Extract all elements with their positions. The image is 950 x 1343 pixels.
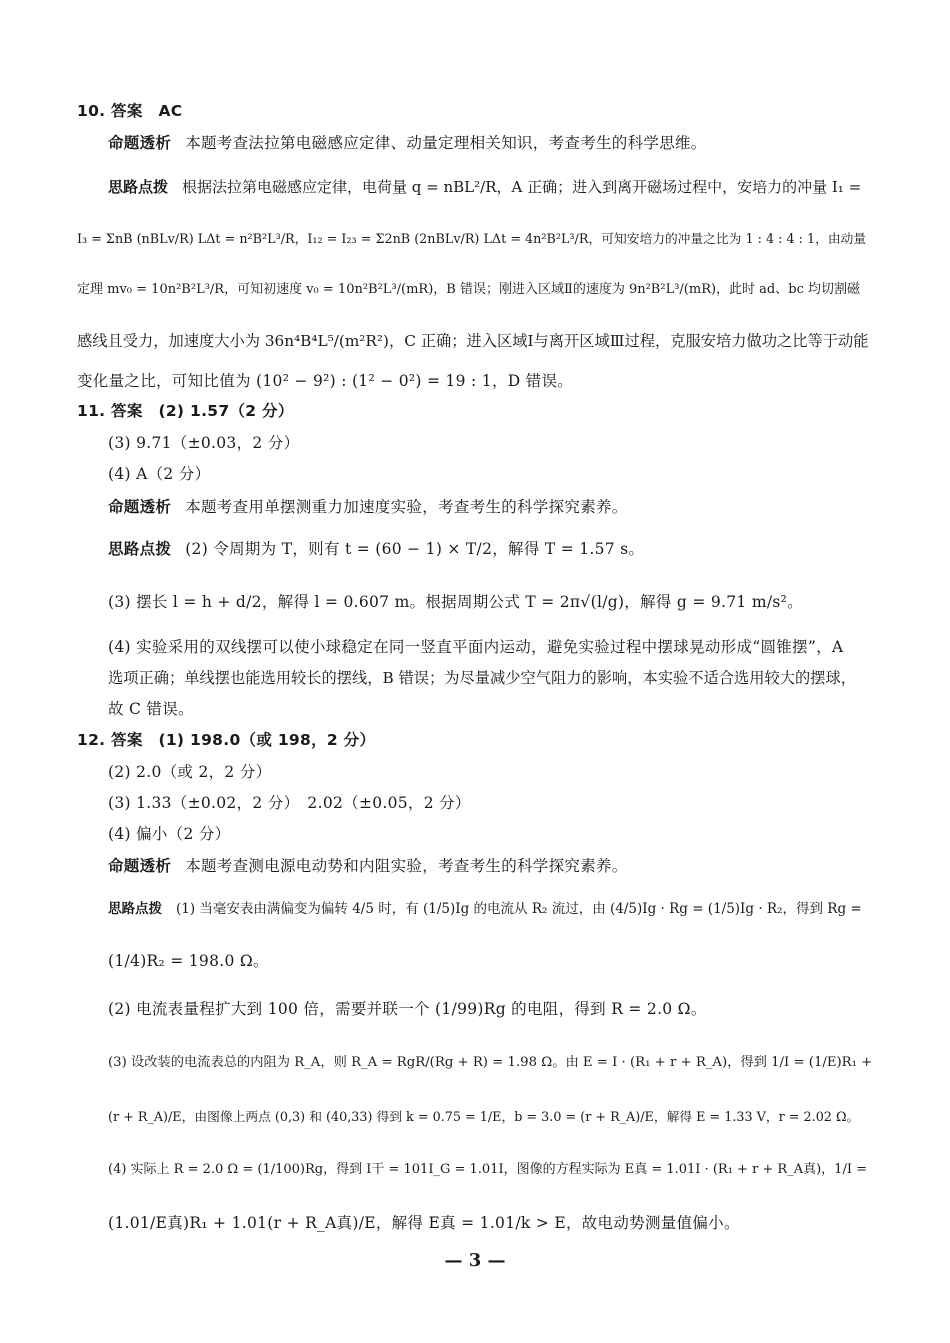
q12-line-4: (3) 设改装的电流表总的内阻为 R_A，则 R_A = RgR/(Rg + R) = 1.98 Ω。由 E = I · (R₁ + r + R_A)，得到 1/I = (1/E)R₁ + [108,1055,873,1070]
q11-mingti [108,496,628,518]
q12-line-2: (1/4)R₂ = 198.0 Ω。 [108,952,269,970]
q10-mingti-label: 命题透析 [108,134,172,152]
q10-mingti [108,132,707,154]
q11-header: 11. 答案 (2) 1.57（2 分） [77,402,294,420]
q11-line-1: (2) 令周期为 T，则有 t = (60 − 1) × T/2，解得 T = 1.57 s。 [185,540,645,558]
page-number: — 3 — [444,1250,506,1271]
q12-line-6: (4) 实际上 R = 2.0 Ω = (1/100)Rg，得到 I干 = 101I_G = 1.01I，图像的方程实际为 E真 = 1.01I · (R₁ + r + R_A真)，1/I = [108,1162,867,1177]
q11-silu-label: 思路点拨 [108,540,172,558]
q12-line-5: (r + R_A)/E，由图像上两点 (0,3) 和 (40,33) 得到 k = 0.75 = 1/E，b = 3.0 = (r + R_A)/E，解得 E = 1.33 V，r = 2.02 Ω。 [108,1110,860,1125]
q12-answer-3: (3) 1.33（±0.02，2 分） 2.02（±0.05，2 分） [108,794,471,812]
q12-mingti [108,855,628,877]
q12-line-1: (1) 当毫安表由满偏变为偏转 4/5 时，有 (1/5)Ig 的电流从 R₂ 流过，由 (4/5)Ig · Rg = (1/5)Ig · R₂，得到 Rg = [176,901,862,917]
q11-line-2: (3) 摆长 l = h + d/2，解得 l = 0.607 m。根据周期公式 T = 2π√(l/g)，解得 g = 9.71 m/s²。 [108,593,803,611]
q11-line-5: 故 C 错误。 [108,700,194,718]
q12-line-3: (2) 电流表量程扩大到 100 倍，需要并联一个 (1/99)Rg 的电阻，得到 R = 2.0 Ω。 [108,1000,707,1018]
q11-mingti-label: 命题透析 [108,498,172,516]
q11-answer-3: (3) 9.71（±0.03，2 分） [108,434,300,452]
q12-header: 12. 答案 (1) 198.0（或 198，2 分） [77,731,376,749]
q11-mingti-text: 本题考查用单摆测重力加速度实验，考查考生的科学探究素养。 [185,498,628,516]
q10-line-3: 定理 mv₀ = 10n²B²L³/R，可知初速度 v₀ = 10n²B²L³/(mR)，B 错误；刚进入区域Ⅱ的速度为 9n²B²L³/(mR)，此时 ad、bc 均切割磁 [77,282,860,297]
q12-answer-4: (4) 偏小（2 分） [108,825,231,843]
q12-line-7: (1.01/E真)R₁ + 1.01(r + R_A真)/E，解得 E真 = 1.01/k > E，故电动势测量值偏小。 [108,1214,740,1232]
q11-silu [108,538,644,560]
q11-line-4: 选项正确；单线摆也能选用较长的摆线，B 错误；为尽量减少空气阻力的影响，本实验不适合选用较大的摆球， [108,669,857,687]
q10-line-5: 变化量之比，可知比值为 (10² − 9²) : (1² − 0²) = 19 : 1，D 错误。 [77,372,574,390]
q11-answer-4: (4) A（2 分） [108,465,211,483]
q10-line-1: 根据法拉第电磁感应定律，电荷量 q = nBL²/R，A 正确；进入到离开磁场过程中，安培力的冲量 I₁ = [182,178,862,196]
q10-header: 10. 答案 AC [77,102,183,120]
q10-line-2: I₃ = ΣnB (nBLv/R) LΔt = n²B²L³/R，I₁₂ = I₂₃ = Σ2nB (2nBLv/R) LΔt = 4n²B²L³/R，可知安培力的冲量之比为 1 : 4 : 4 : 1，由动量 [77,232,867,247]
q10-mingti-text: 本题考查法拉第电磁感应定律、动量定理相关知识，考查考生的科学思维。 [185,134,707,152]
q12-silu [108,898,862,920]
q12-answer-2: (2) 2.0（或 2，2 分） [108,763,272,781]
q12-mingti-label: 命题透析 [108,857,172,875]
q10-silu-label: 思路点拨 [108,178,169,196]
q11-line-3: (4) 实验采用的双线摆可以使小球稳定在同一竖直平面内运动，避免实验过程中摆球晃动形成“圆锥摆”，A [108,638,844,656]
q10-line-4: 感线且受力，加速度大小为 36n⁴B⁴L⁵/(m²R²)，C 正确；进入区域Ⅰ与离开区域Ⅲ过程，克服安培力做功之比等于动能 [77,332,869,350]
q10-silu [108,176,861,198]
q12-silu-label: 思路点拨 [108,901,162,917]
q12-mingti-text: 本题考查测电源电动势和内阻实验，考查考生的科学探究素养。 [185,857,628,875]
